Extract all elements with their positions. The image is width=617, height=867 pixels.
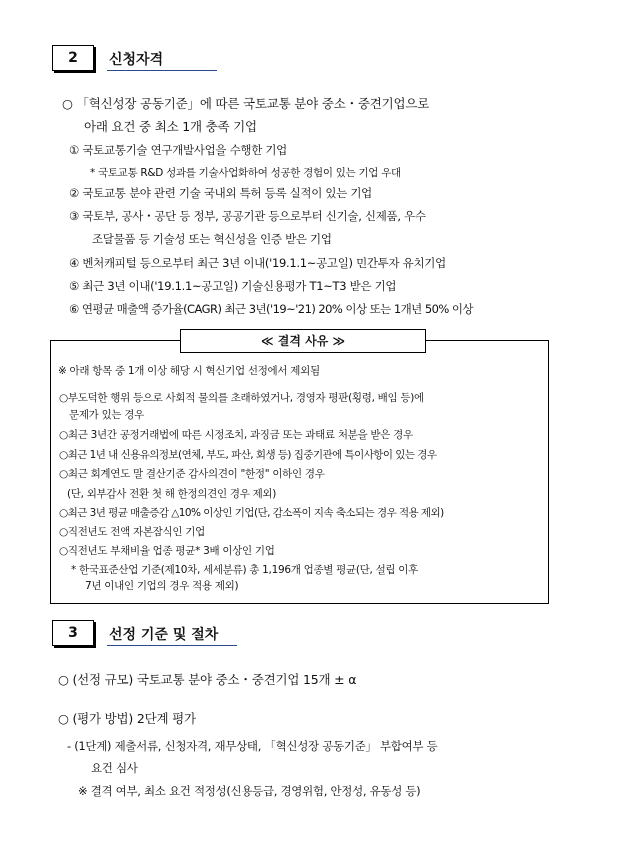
criteria-footnote: * 국토교통 R&D 성과를 기술사업화하여 성공한 경험이 있는 기업 우대: [90, 167, 401, 179]
disqualification-item: (단, 외부감사 전환 첫 해 한정의견인 경우 제외): [67, 488, 277, 500]
disqualification-item: ○최근 1년 내 신용유의정보(연체, 부도, 파산, 회생 등) 집중기관에 특이사항이 있는 경우: [59, 449, 437, 461]
selection-line: 요건 심사: [91, 761, 138, 775]
disqualification-item: ○직전년도 부채비율 업종 평균* 3배 이상인 기업: [59, 545, 275, 557]
selection-line: ○ (선정 규모) 국토교통 분야 중소・중견기업 15개 ± α: [58, 672, 357, 687]
disqualification-item: ○부도덕한 행위 등으로 사회적 물의를 초래하였거나, 경영자 평판(횡령, 배임 등)에: [59, 392, 424, 404]
disqualification-footnote: * 한국표준산업 기준(제10차, 세세분류) 총 1,196개 업종별 평균(단, 설립 이후: [71, 564, 418, 576]
criteria-item: ③ 국토부, 공사・공단 등 정부, 공공기관 등으로부터 신기술, 신제품, 우수: [69, 209, 426, 223]
disqualification-item: ○최근 회계연도 말 결산기준 감사의견이 "한정" 이하인 경우: [59, 468, 325, 480]
disqualification-note: ※ 아래 항목 중 1개 이상 해당 시 혁신기업 선정에서 제외됨: [58, 365, 320, 377]
section-number-box: 2: [52, 45, 94, 71]
disqualification-title: ≪ 결격 사유 ≫: [180, 329, 426, 353]
section-underline: [107, 70, 217, 71]
section-title: 선정 기준 및 절차: [109, 627, 219, 643]
criteria-item: ⑥ 연평균 매출액 증가율(CAGR) 최근 3년('19~'21) 20% 이상 또는 1개년 50% 이상: [69, 302, 473, 316]
section-underline: [107, 645, 237, 646]
criteria-item: ② 국토교통 분야 관련 기술 국내외 특허 등록 실적이 있는 기업: [69, 186, 372, 200]
selection-note: ※ 결격 여부, 최소 요건 적정성(신용등급, 경영위험, 안정성, 유동성 등): [78, 784, 421, 798]
selection-line: ○ (평가 방법) 2단계 평가: [58, 711, 196, 726]
disqualification-item: ○최근 3년간 공정거래법에 따른 시정조치, 과징금 또는 과태료 처분을 받은 경우: [59, 429, 413, 441]
section-title: 신청자격: [109, 52, 164, 68]
disqualification-item: ○최근 3년 평균 매출증감 △10% 이상인 기업(단, 감소폭이 지속 축소되는 경우 적용 제외): [59, 507, 444, 519]
disqualification-footnote: 7년 이내인 기업의 경우 적용 제외): [85, 580, 239, 592]
selection-line: - (1단계) 제출서류, 신청자격, 재무상태, 「혁신성장 공동기준」 부합여부 등: [67, 739, 438, 753]
criteria-item: ④ 벤처캐피털 등으로부터 최근 3년 이내('19.1.1~공고일) 민간투자 유치기업: [69, 256, 446, 270]
disqualification-item: 문제가 있는 경우: [69, 409, 144, 421]
section-number-box: 3: [52, 620, 94, 646]
intro-line: 아래 요건 중 최소 1개 충족 기업: [84, 119, 257, 134]
intro-line: ○ 「혁신성장 공동기준」에 따른 국토교통 분야 중소・중견기업으로: [62, 96, 430, 111]
disqualification-item: ○직전년도 전액 자본잠식인 기업: [59, 526, 205, 538]
criteria-item: ⑤ 최근 3년 이내('19.1.1~공고일) 기술신용평가 T1~T3 받은 기업: [69, 279, 397, 293]
criteria-item: 조달물품 등 기술성 또는 혁신성을 인증 받은 기업: [92, 232, 332, 246]
criteria-item: ① 국토교통기술 연구개발사업을 수행한 기업: [69, 143, 287, 157]
